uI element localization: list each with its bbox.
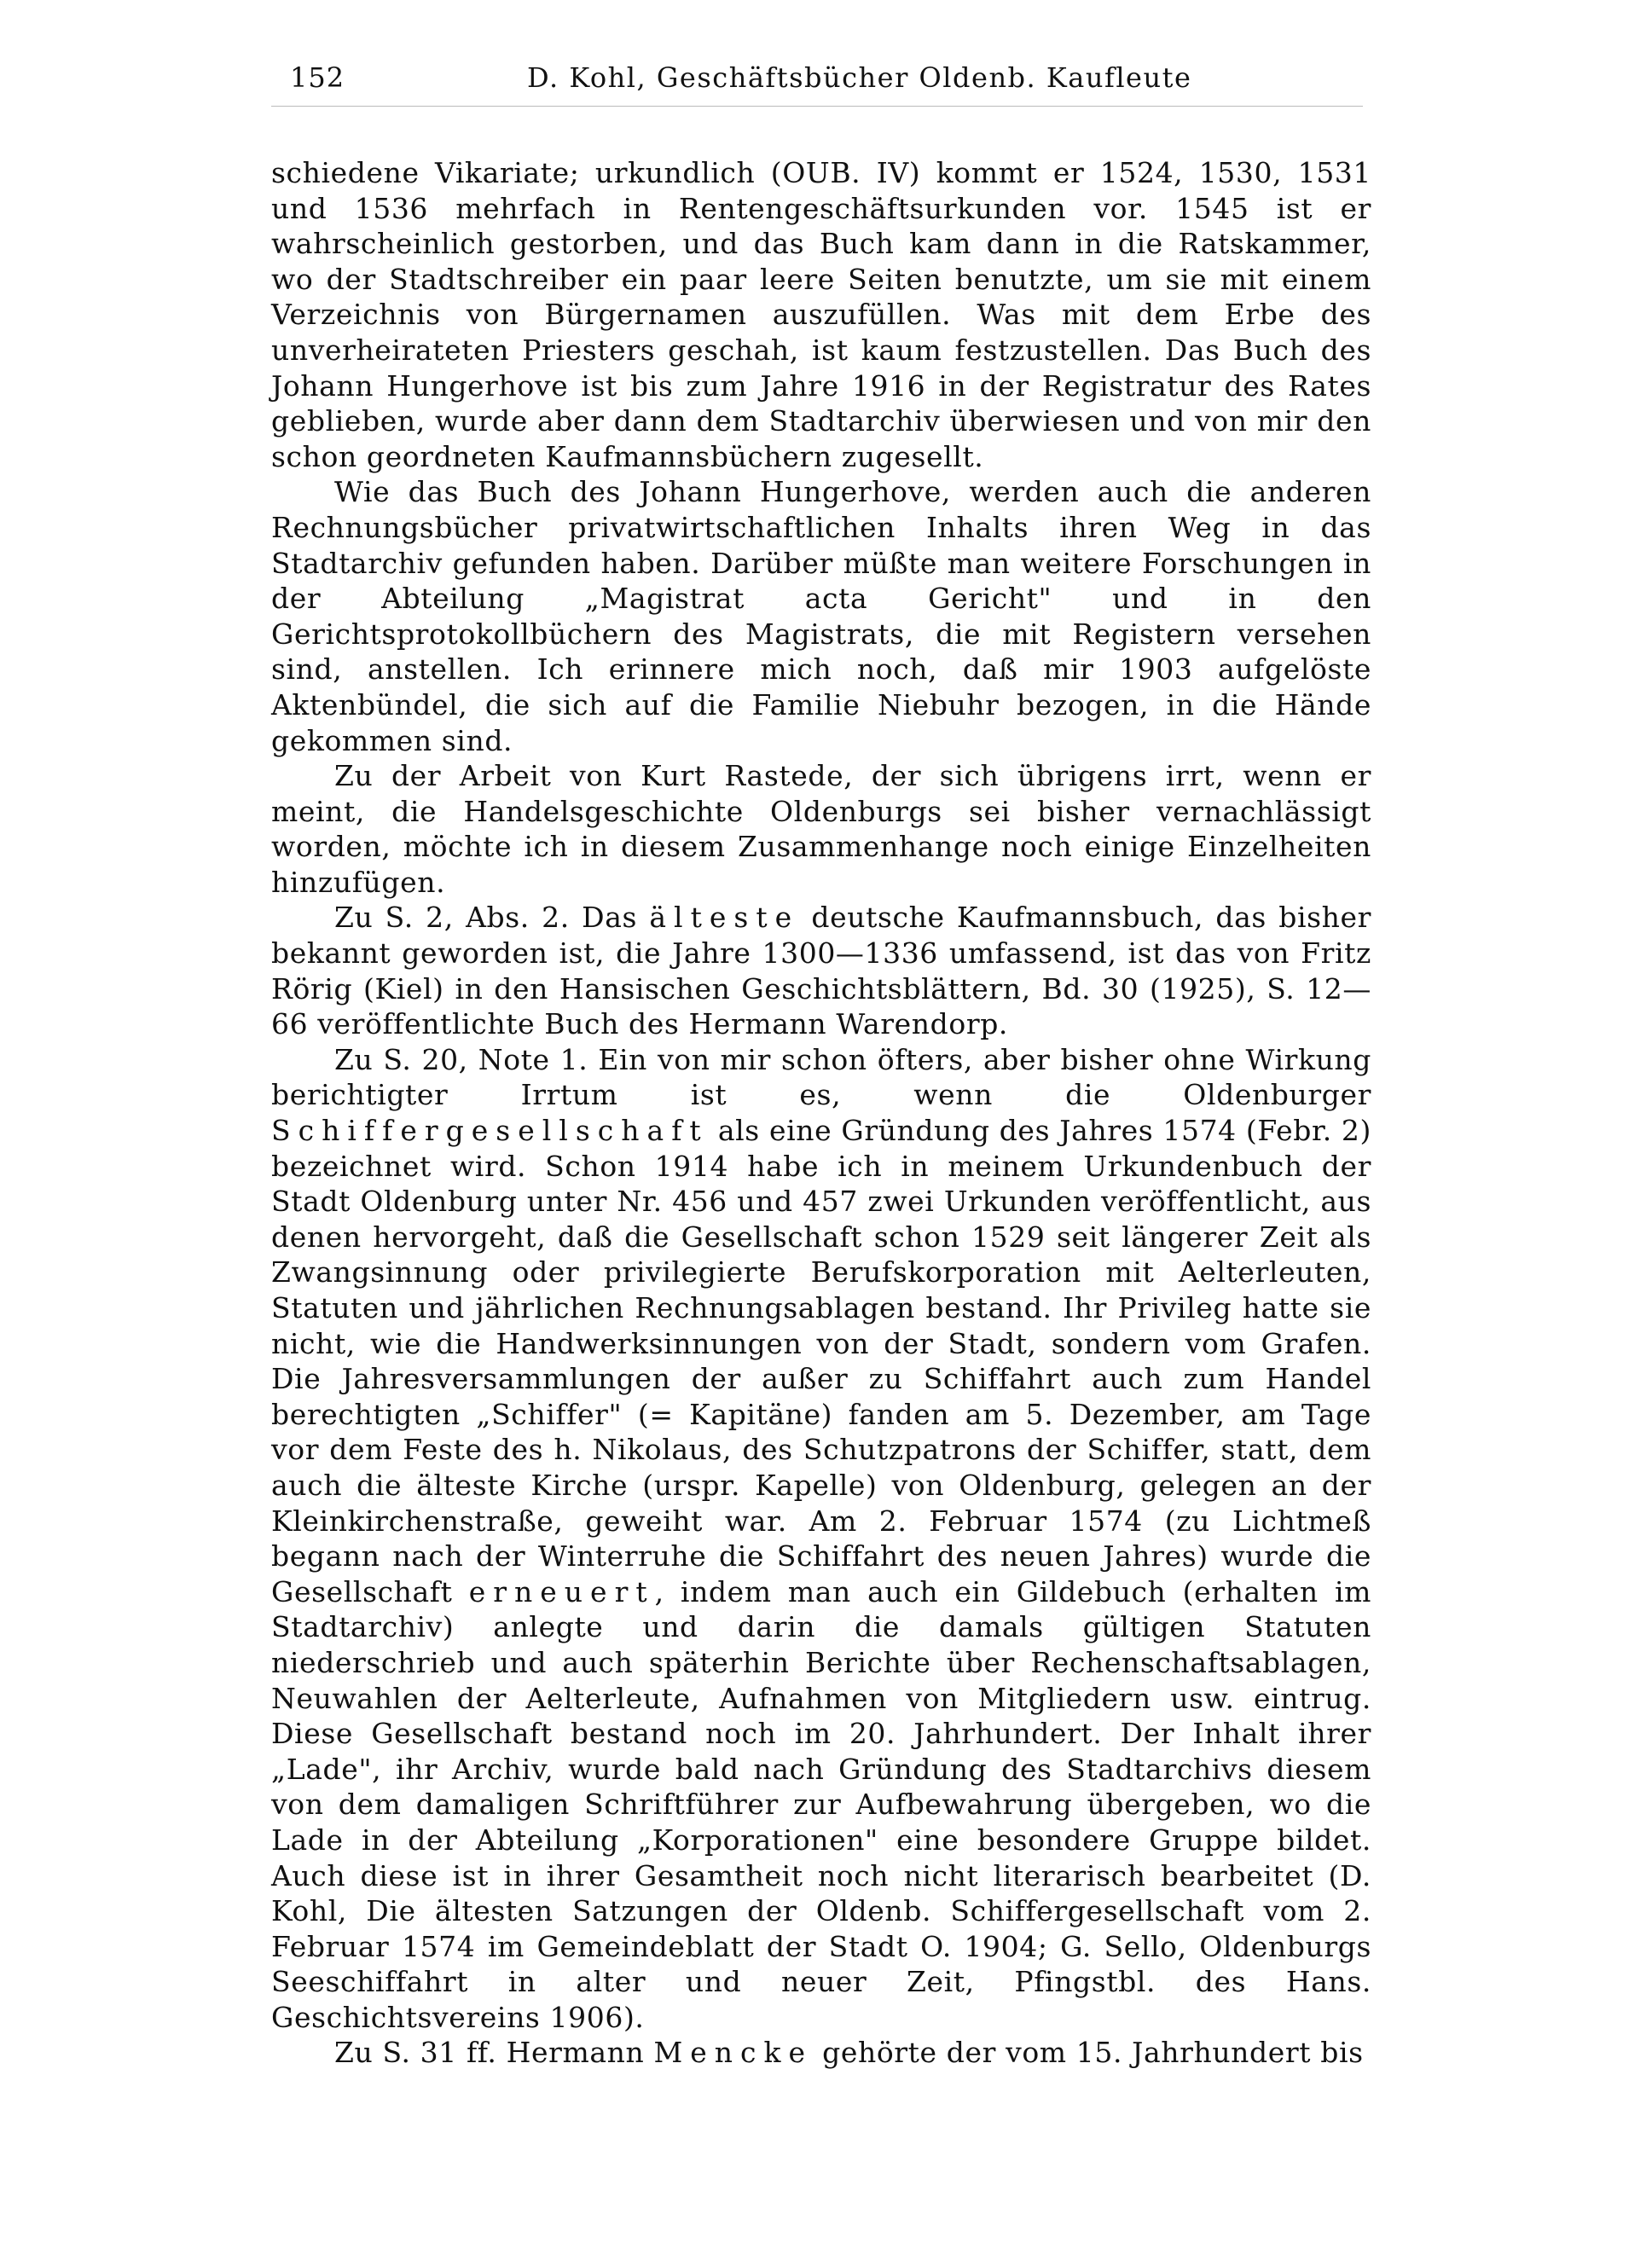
paragraph-text: Wie das Buch des Johann Hungerhove, werden auch die anderen Rechnungsbücher privatwirtschaftlichen Inhalts ihren Weg in das Stadtarchiv gefunden haben. Darüber müßte man weitere Forschungen in der Abteilung „Magistrat acta Gericht" und in den Gerichtsprotokollbüchern des Magistrats, die mit Registern versehen sind, anstellen. Ich erinnere mich noch, daß mir 1903 aufgelöste Aktenbündel, die sich auf die Familie Niebuhr bezogen, in die Hände gekommen sind. (271, 475, 1371, 757)
running-header (271, 60, 1371, 111)
paragraph-text: gehörte der vom 15. Jahrhundert bis (813, 2036, 1364, 2070)
paragraph (271, 155, 1371, 474)
paragraph-text: als eine Gründung des Jahres 1574 (Febr. 2) bezeichnet wird. Schon 1914 habe ich in meinem Urkundenbuch der Stadt Oldenburg unter Nr. 456 und 457 zwei Urkunden veröffentlicht, aus denen hervorgeht, daß die Gesellschaft schon 1529 seit längerer Zeit als Zwangsinnung oder privilegierte Berufskorporation mit Aelterleuten, Statuten und jährlichen Rechnungsablagen bestand. Ihr Privileg hatte sie nicht, wie die Handwerksinnungen von der Stadt, sondern vom Grafen. Die Jahresversammlungen der außer zu Schiffahrt auch zum Handel berechtigten „Schiffer" (= Kapitäne) fanden am 5. Dezember, am Tage vor dem Feste des h. Nikolaus, des Schutzpatrons der Schiffer, statt, dem auch die älteste Kirche (urspr. Kapelle) von Oldenburg, gelegen an der Kleinkirchenstraße, geweiht war. Am 2. Februar 1574 (zu Lichtmeß begann nach der Winterruhe die Schiffahrt des neuen Jahres) wurde die Gesellschaft (271, 1114, 1371, 1608)
spaced-emphasis: erneuert (468, 1574, 655, 1608)
page-number: 152 (290, 61, 345, 94)
spaced-emphasis: Mencke (653, 2036, 814, 2070)
paragraph (271, 900, 1371, 1041)
paragraph (271, 758, 1371, 900)
paragraph-text: Zu S. 20, Note 1. Ein von mir schon öfters, aber bisher ohne Wirkung berichtigter Irrtum ist es, wenn die Oldenburger (271, 1042, 1371, 1112)
spaced-emphasis: Schiffergesellschaft (271, 1114, 709, 1148)
paragraph-text: deutsche Kaufmannsbuch, das bisher bekannt geworden ist, die Jahre 1300—1336 umfassend, ist das von Fritz Rörig (Kiel) in den Hansischen Geschichtsblättern, Bd. 30 (1925), S. 12—66 veröffentlichte Buch des Hermann Warendorp. (271, 901, 1372, 1041)
paragraph (271, 1042, 1371, 2036)
paragraph-text: Zu S. 31 ff. Hermann (334, 2036, 654, 2070)
header-rule (271, 106, 1363, 107)
paragraph-text: schiedene Vikariate; urkundlich (OUB. IV) kommt er 1524, 1530, 1531 und 1536 mehrfach in Rentengeschäftsurkunden vor. 1545 ist er wahrscheinlich gestorben, und das Buch kam dann in die Ratskammer, wo der Stadtschreiber ein paar leere Seiten benutzte, um sie mit einem Verzeichnis von Bürgernamen auszufüllen. Was mit dem Erbe des unverheirateten Priesters geschah, ist kaum festzustellen. Das Buch des Johann Hungerhove ist bis zum Jahre 1916 in der Registratur des Rates geblieben, wurde aber dann dem Stadtarchiv überwiesen und von mir den schon geordneten Kaufmannsbüchern zugesellt. (271, 156, 1371, 473)
paragraph (271, 474, 1371, 758)
paragraph-text: Zu der Arbeit von Kurt Rastede, der sich übrigens irrt, wenn er meint, die Handelsgeschichte Oldenburgs sei bisher vernachlässigt worden, möchte ich in diesem Zusammenhange noch einige Einzelheiten hinzufügen. (271, 759, 1371, 899)
paragraph (271, 2035, 1371, 2071)
paragraph-text: Zu S. 2, Abs. 2. Das (334, 901, 650, 935)
spaced-emphasis: älteste (649, 901, 800, 935)
running-head: D. Kohl, Geschäftsbücher Oldenb. Kaufleute (527, 61, 1192, 94)
body-text (271, 155, 1371, 2071)
paragraph-text: , indem man auch ein Gildebuch (erhalten im Stadtarchiv) anlegte und darin die damals gültigen Statuten niederschrieb und auch späterhin Berichte über Rechenschaftsablagen, Neuwahlen der Aelterleute, Aufnahmen von Mitgliedern usw. eintrug. Diese Gesellschaft bestand noch im 20. Jahrhundert. Der Inhalt ihrer „Lade", ihr Archiv, wurde bald nach Gründung des Stadtarchivs diesem von dem damaligen Schriftführer zur Aufbewahrung übergeben, wo die Lade in der Abteilung „Korporationen" eine besondere Gruppe bildet. Auch diese ist in ihrer Gesamtheit noch nicht literarisch bearbeitet (D. Kohl, Die ältesten Satzungen der Oldenb. Schiffergesellschaft vom 2. Februar 1574 im Gemeindeblatt der Stadt O. 1904; G. Sello, Oldenburgs Seeschiffahrt in alter und neuer Zeit, Pfingstbl. des Hans. Geschichtsvereins 1906). (271, 1574, 1371, 2034)
